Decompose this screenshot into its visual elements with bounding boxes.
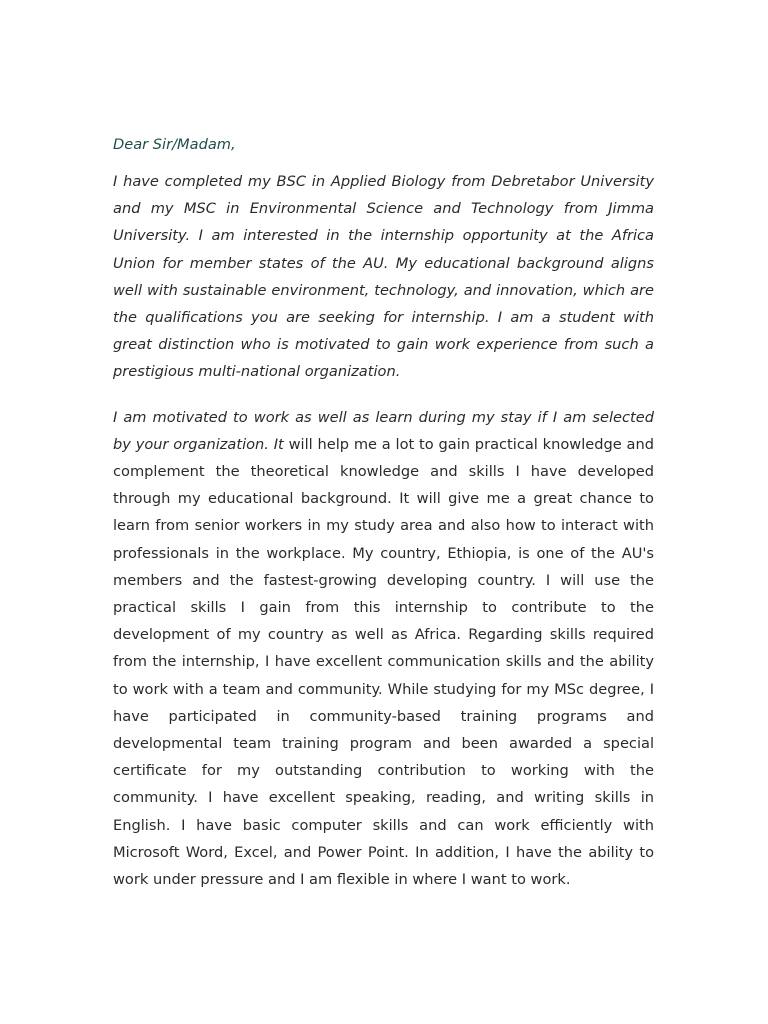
paragraph-education: I have completed my BSC in Applied Biology from Debretabor University and my MSC in Environmental Science and Technology from Jimma University. I am interested in the internship opportunity at the Africa Union for member states of the AU. My educational background aligns well with sustainable environment, technology, and innovation, which are the qualifications you are seeking for internship. I am a student with great distinction who is motivated to gain work experience from such a prestigious multi-national organization. <box>113 173 654 381</box>
paragraph-motivation <box>113 404 654 894</box>
paragraph-motivation-rest: will help me a lot to gain practical knowledge and complement the theoretical knowledge and skills I have developed through my educational background. It will give me a great chance to learn from senior workers in my study area and also how to interact with professionals in the workplace. My country, Ethiopia, is one of the AU's members and the fastest-growing developing country. I will use the practical skills I gain from this internship to contribute to the development of my country as well as Africa. Regarding skills required from the internship, I have excellent communication skills and the ability to work with a team and community. While studying for my MSc degree, I have participated in community-based training programs and developmental team training program and been awarded a special certificate for my outstanding contribution to working with the community. I have excellent speaking, reading, and writing skills in English. I have basic computer skills and can work efficiently with Microsoft Word, Excel, and Power Point. In addition, I have the ability to work under pressure and I am flexible in where I want to work. <box>113 435 654 889</box>
paragraph-motivation-italic: I am motivated to work as well as learn during my stay if I am selected by your organization. It <box>113 408 654 453</box>
letter-body <box>113 133 654 893</box>
salutation: Dear Sir/Madam, <box>113 136 236 153</box>
